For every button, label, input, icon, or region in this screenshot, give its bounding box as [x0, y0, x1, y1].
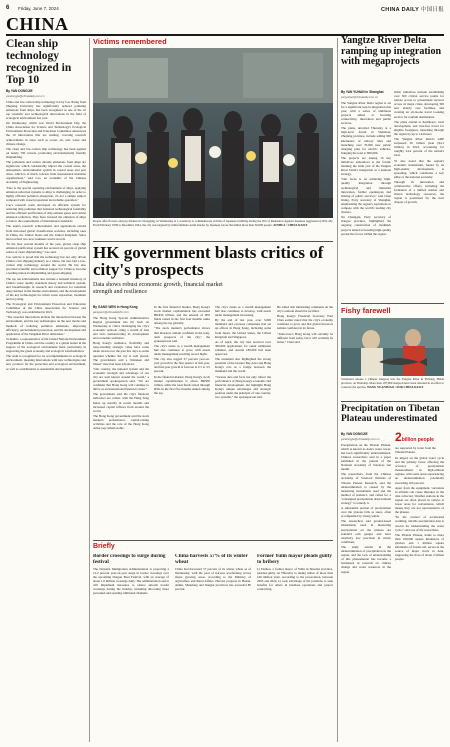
- hk-headline: HK government blasts critics of city's prospects: [93, 243, 324, 279]
- body-paragraph: The top ten achievements also include a national inventory of China's water quality standards theory and technical system, and breakthroughs in research and evaluation for intestinal drug residues in the marine environment, and the development of the key technologies for urban waste separation, treatment and recycling.: [6, 276, 86, 301]
- brief-item-1: Border crossings to surge during festival The National Immigration Administration is projecting a 12.2 percent year-on-year surge in border crossings over the upcoming Dragon Boat Festival, with an average of about 1.6 million crossings daily. The administration said it will implement measures to ensure smooth border crossings during the holiday, including allocating more personnel and opening additional channels.: [93, 554, 169, 596]
- body-paragraph: "In the context of accelerated warming, reliable precipitation data is crucial for understanding the water cycle," said one of the researchers.: [395, 515, 444, 532]
- column-divider: [89, 38, 90, 742]
- hk-col-3: [215, 305, 271, 537]
- body-paragraph: Cao said he is proud that the technology has not only driven China's own shipping industry as a whole, but also laid a low-carbon ship technology around the world. He has also provided scientific and technical support for China to become a leading nation in shipbuilding and green shipping.: [6, 255, 86, 276]
- body-paragraph: The statement also highlighted the strong potential of the Greater Bay Area and Hong Kong's role as a bridge between the mainland and the world.: [215, 357, 271, 374]
- section-title: CHINA: [6, 14, 69, 34]
- hk-col-4: [277, 305, 333, 537]
- fishy-rule: [341, 303, 444, 304]
- briefly-rule: [93, 540, 333, 541]
- lead-headline: Clean ship technology recognized in Top 10: [6, 38, 72, 86]
- body-paragraph: In the first financial market, Hong Kong's stock market capitalization has exceeded HK$50 trillion, and the amount of IPO funds raised in the first four months ranks among the top globally.: [154, 305, 210, 326]
- body-paragraph: On Wednesday, which was World Environment Day, the China Association for Science and Technology's Ecological Environment Protection and Education Committee announced the 10 innovations that are leading, covering research achievements in areas such as ocean, air, soil, water and climate change.: [6, 121, 86, 146]
- briefly-kicker: Briefly: [93, 543, 115, 550]
- body-paragraph: The clean and low-carbon ship technology has been applied on nearly 700 vessels, promoting environmentally friendly shipbuilding.: [6, 146, 86, 159]
- yangtze-headline: Yangtze River Delta ramping up integration with megaprojects: [341, 35, 442, 67]
- body-paragraph: The researchers, from the Chinese Academy of Sciences' Institute of Tibetan Plateau Research, said the underestimation is caused by the measuring instruments used and the method of statistics, and called for a "redesigned precipitation observational strategy" to remedy it.: [341, 472, 391, 505]
- fishy-photo: [341, 318, 444, 376]
- yangtze-col-2: [394, 90, 444, 300]
- body-paragraph: Apart from the equipment, variations in altitude can cause mistakes in the data collected. Weather stations in the region are often placed in valleys at lower areas for convenience, which means they are not representative of the plateau.: [395, 485, 444, 515]
- body-paragraph: The plans, unveiled Thursday at a high-level forum in Wenzhou, Zhejiang province, include adding 900 kilometers of railway lines and launching over 70,000 new public charging piles for electric vehicles, bringing the total to 800,000.: [341, 126, 391, 155]
- precip-byline: By YAN DONGJIE: [341, 432, 368, 436]
- yangtze-col-1: [341, 90, 391, 300]
- body-paragraph: The Hong Kong Special Administrative Region government has hit back on Wednesday at critics challenging the city's economic outlook, citing a wealth of data and facts demonstrating its development and economic resilience.: [93, 315, 149, 341]
- body-paragraph: The team is recognized for its accomplishments in ecological environment, meaning innovations with new technologies and new products for the protection and ecological environment, as well as contributions to sustainable development.: [6, 354, 86, 371]
- precip-headline: Precipitation on Tibetan Plateau underestimated: [341, 404, 440, 424]
- lead-email: yandongjie@chinadaily.com.cn: [6, 93, 45, 98]
- body-paragraph: Precipitation on the Tibetan Plateau, which is known as Asia's water tower, has been significantly underestimated, Chinese researchers said in a paper published in the journal of the National Academy of Sciences last month.: [341, 442, 391, 472]
- hk-col-2: [154, 305, 210, 537]
- body-paragraph: "Our country, the national system and the economic strength and advantage of our city are well known around the world," a government spokesperson said. "We are confident that Hong Kong will continue to thrive as an international financial center.": [93, 366, 149, 392]
- victims-photo-image: [93, 48, 333, 218]
- brief-item-3: Former Yulin mayor pleads guilty to bribery Li Fuzhou, a former mayor of Yulin in Shaanxi province, pleaded guilty on Thursday to taking bribes of more than 160 million yuan. According to the prosecution, between 2003 and 2022, Li took advantage of his positions to seek benefits for others in business operations and project contracting.: [257, 554, 333, 592]
- body-paragraph: "Various data and facts not only reflect the performance of Hong Kong's economic and financial development, but highlight Hong Kong's unique advantages and strategic position under the principle of 'one country, two systems'," the spokesperson said.: [215, 374, 271, 399]
- body-paragraph: Hong Kong's Financial Secretary Paul Chan earlier noted that the city's economy continues to grow and that global investors remain confident in its future.: [277, 314, 333, 331]
- body-paragraph: Xu Changqiu, Party secretary of Jiangsu province, highlighted the ongoing construction of landmark projects aimed at boosting high-quality productive forces within the region.: [341, 215, 391, 236]
- section-rule: [93, 241, 333, 242]
- hk-deck: Data shows robust economic growth, financial market strength and resilience: [93, 282, 223, 295]
- body-paragraph: The Yangtze River Delta region is set for a significant leap in integration this year, with a series of ambitious projects aimed at boosting connectivity, innovation and public services.: [341, 100, 391, 126]
- body-paragraph: Through its innovation and collaborative efforts, including the formation of a unified market and shared technology resources, the region is positioned for the next chapter of growth.: [394, 179, 444, 205]
- body-paragraph: As of April, the city had received over 300,000 applications for talent admission schemes, and around 180,000 had been approved.: [215, 339, 271, 357]
- body-paragraph: The city's status as a wealth management hub also continues to develop, with assets under management increasing.: [215, 305, 271, 318]
- body-paragraph: "Due to the special operating environment of ships, applying emission reduction systems to ships is challenging. In order to highly efficient pollution absorption, it's not a simple subject compared with vessel propulsion and reliable operation.": [6, 185, 86, 202]
- stat-text: are supported by water from the Tibetan Plateau.: [395, 446, 436, 454]
- stat-number: 2billion people: [395, 430, 434, 444]
- body-paragraph: The Ecological and Environment Protection and Education Committee of the China Association for Science and Technology was established in 2021.: [6, 302, 86, 315]
- column-divider: [337, 38, 338, 742]
- hk-email: gangwen@chinadailyhk.com: [93, 309, 129, 314]
- victims-photo: [93, 48, 333, 218]
- hk-col-1: [93, 305, 149, 537]
- fishy-kicker: Fishy farewell: [341, 306, 391, 315]
- fishy-credit: WANG YUANMIAO / FOR CHINA DAILY: [367, 384, 424, 389]
- body-paragraph: The Yangtze River Delta's GDP surpassed 30 trillion yuan ($4.1 trillion) in 2023, accounting for roughly 24.4 percent of the nation's total.: [394, 137, 444, 158]
- body-paragraph: "Tomorrow's Hong Kong will certainly be different from today, but it will certainly be better," Chan said.: [277, 331, 333, 344]
- body-paragraph: The city's status as a wealth management hub also continues to grow, with assets under management reaching record highs.: [154, 343, 210, 357]
- body-paragraph: "The awarded innovations include the interaction between the environment, and the key technologies on the new modes and methods of reducing pollution emissions, improving efficiency, environmental protection, and the development and application of the Tangshan River utilization.": [6, 315, 86, 336]
- body-paragraph: "The stock market's performance shows that investors remain confident in the long-term prospects of the city," the spokesperson said.: [154, 326, 210, 343]
- body-paragraph: The pollutants and carbon dioxide emissions from ships are significant, which considerably impact the coastal areas, the atmospheric environmental system in coastal areas and port cities, which is of much concern from international maritime organizations," said Cao, an academic of the Chinese Academy of Engineering.: [6, 160, 86, 185]
- body-paragraph: Hong Kong's resilience, flexibility and long-standing strategic value have come under attack over the past few days as some question whether the city is well placed. The government said a 'mistaken and biased' view had been advanced.: [93, 341, 149, 366]
- body-paragraph: Yi also noted that the region's economic momentum, fueled by its high-quality development, is spreading, which constitutes a key pillar of the national economy.: [394, 158, 444, 179]
- fishy-caption: Volunteers release a Chinese sturgeon into the Yangtze River in Yichang, Hubei province, on Thursday. More than 187,000 sturgeon have been released in an effort to conserve the species. WANG YUANMIAO / FOR CHINA DAILY: [341, 377, 444, 389]
- issue-date: Friday, June 7, 2024: [18, 5, 59, 11]
- body-paragraph: Cao's research team developed an efficient system for reducing ship pollution that balanced technological feasibility and the efficient purification of ship exhaust gases and carbon emission reduction. They have lowered the emission of ships to below the requirements of international standards.: [6, 202, 86, 224]
- body-paragraph: "In the later several months of the year, global clean ship emission purification system has secured six percent of global orders of clean shipbuilding," Cao said.: [6, 241, 86, 254]
- body-paragraph: He added that misleading comments on the city's outlook should be rectified.: [277, 305, 333, 314]
- precip-rule: [341, 401, 444, 402]
- body-paragraph: The Hong Kong government said the stock market's performance, capital-raising activities and the role of the Hong Kong dollar peg remain stable.: [93, 413, 149, 431]
- body-paragraph: To Rathic, a representative of the United Nations Environment Programme in China, said the country is a global leader in the support of the ecological environment field, particularly in supporting the green economy and ecological transformation.: [6, 336, 86, 354]
- body-paragraph: The plans extend to healthcare, rural development, and visa-free travel for eligible foreigners, launching through the region by up to 144 hours.: [394, 119, 444, 136]
- body-paragraph: The study results in the underestimation of precipitation in the region, and the lack of understanding of this phenomenon has become a bottleneck in research on climate change and water resources in the region.: [341, 544, 391, 574]
- body-paragraph: The researchers said ground-based instruments used in measuring precipitation on the plateau are standard rain gauges and have relatively low precision in windy conditions.: [341, 519, 391, 544]
- body-paragraph: China and low-carbon ship technology led by Cao Xiang from Zhejiang University has significantly reduced polluting emissions from ships, has been recognized as one of the 10 top scientific and technological innovations in the field of ecological environment last year.: [6, 99, 86, 121]
- body-paragraph: The team's research achievements and applications extend from mid-sized global classification societies, including ones in China, the United States and the United Kingdom. Since had received two new Guinness world records.: [6, 224, 86, 241]
- brief-item-2: China harvests 57% of its winter wheat China had harvested 57 percent of its winter wheat as of Wednesday, with the pace of harvest accelerating across major growing areas, according to the Ministry of Agriculture and Rural Affairs. Harvest progress in Henan, Anhui, Shandong and Jiangsu provinces has exceeded 80 percent.: [175, 554, 251, 592]
- precip-email: yandongjie@chinadaily.com.cn: [341, 436, 380, 441]
- victims-kicker: Victims remembered: [93, 37, 167, 46]
- page-header: [6, 4, 444, 14]
- body-paragraph: The government said the city's financial indicators are robust, with the Hang Seng Index up notably in recent months and increased capital inflows from around the world.: [93, 392, 149, 413]
- body-paragraph: Its impact on the global water cycle and the primary factor affecting the accuracy of precipitation measurements in high-altitude regions, with some areas experiencing an underestimation potentially exceeding 100 percent.: [395, 456, 444, 485]
- hk-byline: By GANG WEN in Hong Kong: [93, 305, 138, 309]
- masthead-brand: CHINA DAILY 中国日报: [381, 6, 444, 13]
- body-paragraph: A substantial portion of precipitation over the plateau falls as snow, often accompanied by strong winds.: [341, 506, 391, 519]
- victims-caption: People offer flowers and pay tributes in Chongqing on Wednesday at a ceremony to commemorate victims of Japanese bombing during the War of Resistance Against Japanese Aggression (1931-45). From February 1938 to December 1944, the city was targeted by indiscriminate aerial attacks by Japanese forces that killed more than 30,000 people. XINHUA / CHINA DAILY: [93, 219, 333, 227]
- body-paragraph: Other initiatives include establishing over 300 critical service points for remote access to government services across 41 major cities, developing 300 new elderly care facilities, and creating an all-in-one travel booking service for tourism destinations.: [394, 90, 444, 119]
- lead-story: [6, 38, 86, 728]
- page-number: 6: [6, 5, 10, 11]
- lead-byline: By YAN DONGJIE: [6, 89, 33, 93]
- lead-body: [6, 100, 86, 371]
- victims-credit: XINHUA / CHINA DAILY: [273, 222, 308, 227]
- body-paragraph: The Tibetan Plateau, home to more than 100,000 square kilometers of glaciers and 1 million square kilometers of frozen soil, serves as the source of major rivers in Asia, supporting the lives of about 2 billion people.: [395, 532, 444, 562]
- precip-col-1: [341, 432, 391, 742]
- body-paragraph: "Our focus is on achieving high-quality integration through technological and industrial innovation, further opening-up and sharing of public services," said Chen Jining, Party secretary of Shanghai, emphasizing the region's aspirations to compete with the world's leading city clusters.: [341, 177, 391, 215]
- fishy-photo-image: [341, 318, 444, 376]
- body-paragraph: By the end of last year, over 3,000 mainland and overseas companies had set up offices in Hong Kong, including some from Japan, the United States, the United Kingdom and Singapore.: [215, 318, 271, 339]
- body-paragraph: In the financial market, Hong Kong's stock market capitalization is above HK$30 trillion, while the total funds raised through IPOs in the first five months ranked among the top.: [154, 374, 210, 395]
- yangtze-email: yanyuhan@chinadaily.com.cn: [341, 94, 378, 99]
- body-paragraph: The city also logged 27 percent year-on-year growth in the first quarter of this year, and full-year growth is forecast at 2.5 to 3.5 percent.: [154, 357, 210, 374]
- body-paragraph: The projects are among 16 key initiatives announced at the forum, marking the sixth year of the Yangtze River Delta's integration as a national strategy.: [341, 155, 391, 177]
- yangtze-byline: By YAN YUHAN in Shanghai: [341, 90, 384, 94]
- precip-col-2: [395, 456, 444, 742]
